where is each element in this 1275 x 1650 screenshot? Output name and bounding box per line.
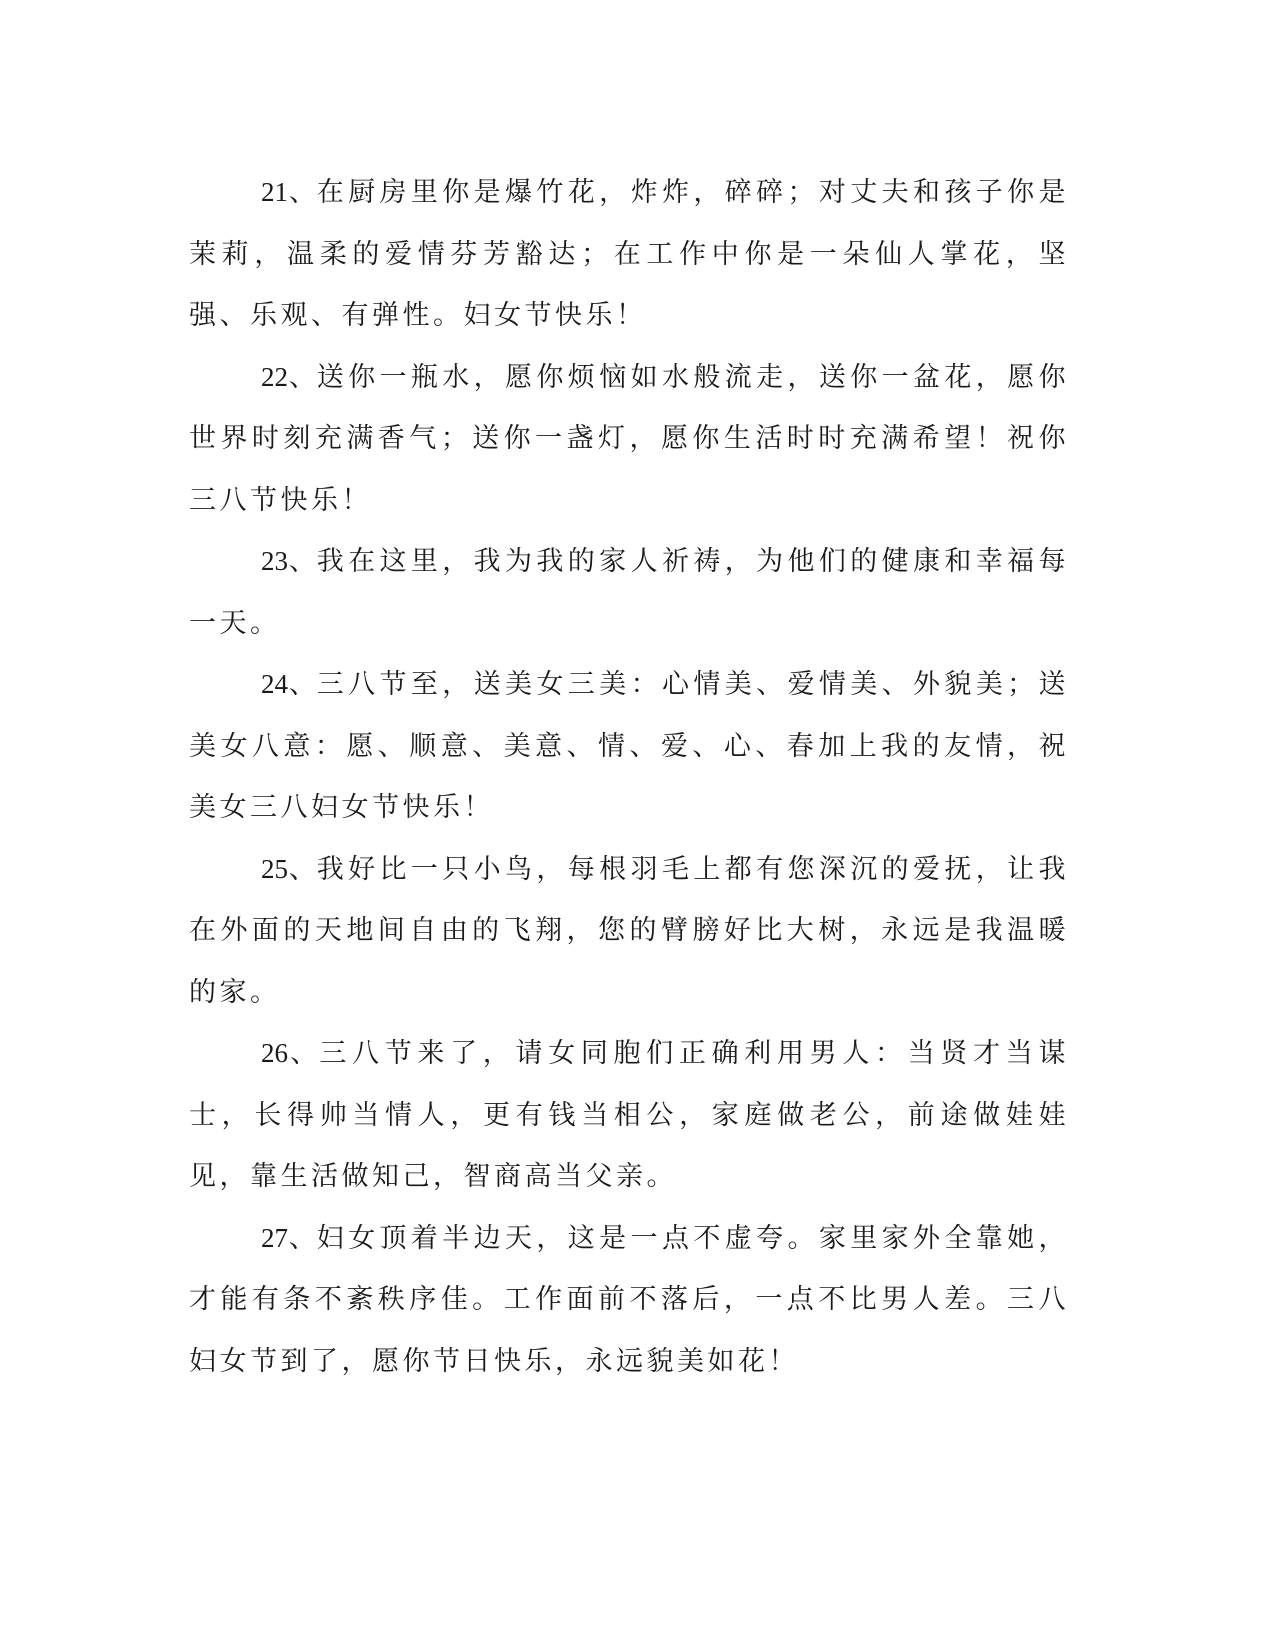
paragraph-25 [189,839,1069,1024]
item-number: 24、 [261,669,317,699]
paragraph-21 [189,162,1069,347]
paragraph-23 [189,531,1069,654]
item-text: 在厨房里你是爆竹花，炸炸，碎碎；对丈夫和孩子你是茉莉，温柔的爱情芬芳豁达；在工作中你是一朵仙人掌花，坚强、乐观、有弹性。妇女节快乐！ [189,177,1070,331]
item-number: 21、 [261,177,317,207]
paragraph-26 [189,1023,1069,1208]
item-text: 妇女顶着半边天，这是一点不虚夸。家里家外全靠她，才能有条不紊秩序佳。工作面前不落后，一点不比男人差。三八妇女节到了，愿你节日快乐，永远貌美如花！ [189,1222,1070,1377]
item-number: 27、 [261,1222,317,1253]
item-text: 送你一瓶水，愿你烦恼如水般流走，送你一盆花，愿你世界时刻充满香气；送你一盏灯，愿你生活时时充满希望！祝你三八节快乐！ [189,361,1070,516]
item-text: 我在这里，我为我的家人祈祷，为他们的健康和幸福每一天。 [189,546,1070,639]
item-text: 我好比一只小鸟，每根羽毛上都有您深沉的爱抚，让我在外面的天地间自由的飞翔，您的臂膀好比大树，永远是我温暖的家。 [189,853,1070,1008]
paragraph-22 [189,347,1069,532]
paragraph-24 [189,654,1069,839]
paragraph-27 [189,1208,1069,1393]
item-number: 25、 [261,853,317,884]
item-text: 三八节至，送美女三美：心情美、爱情美、外貌美；送美女八意：愿、顺意、美意、情、爱、心、春加上我的友情，祝美女三八妇女节快乐！ [189,669,1070,823]
item-number: 26、 [261,1038,320,1068]
item-number: 23、 [261,546,317,576]
document-body [189,162,1069,1392]
item-number: 22、 [261,361,317,392]
item-text: 三八节来了，请女同胞们正确利用男人：当贤才当谋士，长得帅当情人，更有钱当相公，家庭做老公，前途做娃娃见，靠生活做知己，智商高当父亲。 [189,1038,1069,1192]
